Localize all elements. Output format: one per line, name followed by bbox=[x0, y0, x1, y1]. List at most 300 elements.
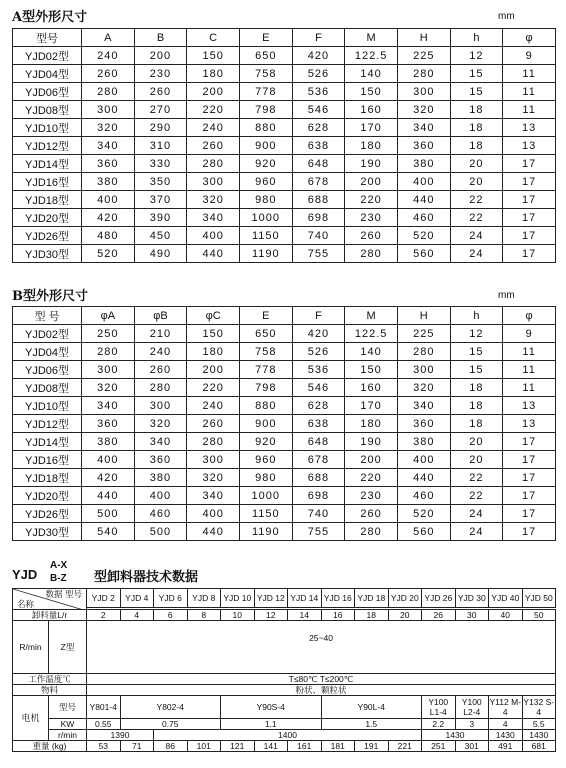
column-header: M bbox=[345, 29, 398, 47]
value-cell: 740 bbox=[292, 505, 345, 523]
value-cell: 500 bbox=[134, 523, 187, 541]
value-cell: 11 bbox=[503, 65, 556, 83]
weight-cell: 121 bbox=[221, 741, 255, 752]
model-name-cell: YJD08型 bbox=[13, 101, 82, 119]
model-name-cell: YJD08型 bbox=[13, 379, 82, 397]
value-cell: 450 bbox=[134, 227, 187, 245]
column-header: B bbox=[134, 29, 187, 47]
value-cell: 18 bbox=[450, 119, 503, 137]
value-cell: 440 bbox=[397, 191, 450, 209]
value-cell: 320 bbox=[187, 469, 240, 487]
value-cell: 310 bbox=[134, 137, 187, 155]
model-name-cell: YJD30型 bbox=[13, 245, 82, 263]
weight-cell: 191 bbox=[355, 741, 389, 752]
column-header: φC bbox=[187, 307, 240, 325]
value-cell: 798 bbox=[239, 379, 292, 397]
weight-cell: 221 bbox=[388, 741, 422, 752]
weight-cell: 86 bbox=[154, 741, 188, 752]
value-cell: 280 bbox=[187, 155, 240, 173]
value-cell: 340 bbox=[187, 487, 240, 505]
weight-cell: 161 bbox=[288, 741, 322, 752]
value-cell: 360 bbox=[82, 155, 135, 173]
value-cell: 170 bbox=[345, 397, 398, 415]
table-row bbox=[13, 361, 556, 379]
motor-type-cell: Y802-4 bbox=[120, 696, 221, 719]
value-cell: 17 bbox=[503, 155, 556, 173]
value-cell: 400 bbox=[82, 451, 135, 469]
table-row bbox=[13, 415, 556, 433]
value-cell: 880 bbox=[239, 119, 292, 137]
value-cell: 22 bbox=[450, 487, 503, 505]
value-cell: 12 bbox=[450, 325, 503, 343]
discharge-cell: 14 bbox=[288, 610, 322, 621]
value-cell: 200 bbox=[187, 361, 240, 379]
model-name-cell: YJD20型 bbox=[13, 487, 82, 505]
value-cell: 536 bbox=[292, 361, 345, 379]
model-name-cell: YJD18型 bbox=[13, 191, 82, 209]
model-name-cell: YJD16型 bbox=[13, 451, 82, 469]
motor-type-cell: Y100 L2-4 bbox=[455, 696, 489, 719]
value-cell: 15 bbox=[450, 83, 503, 101]
value-cell: 230 bbox=[345, 487, 398, 505]
value-cell: 300 bbox=[82, 361, 135, 379]
value-cell: 290 bbox=[134, 119, 187, 137]
motor-type-cell: Y112 M-4 bbox=[489, 697, 521, 717]
model-cell: YJD 10 bbox=[221, 589, 255, 608]
discharge-cell: 16 bbox=[321, 610, 355, 621]
value-cell: 420 bbox=[292, 325, 345, 343]
motor-type-cell: Y100 L1-4 bbox=[422, 696, 456, 719]
value-cell: 180 bbox=[187, 343, 240, 361]
column-header: E bbox=[239, 29, 292, 47]
value-cell: 240 bbox=[134, 343, 187, 361]
value-cell: 17 bbox=[503, 487, 556, 505]
rpm-label: r/min bbox=[49, 730, 87, 741]
value-cell: 400 bbox=[397, 451, 450, 469]
value-cell: 11 bbox=[503, 101, 556, 119]
speed-row bbox=[13, 621, 556, 674]
table-row bbox=[13, 245, 556, 263]
column-header: A bbox=[82, 29, 135, 47]
value-cell: 18 bbox=[450, 101, 503, 119]
value-cell: 260 bbox=[134, 83, 187, 101]
value-cell: 22 bbox=[450, 191, 503, 209]
value-cell: 18 bbox=[450, 137, 503, 155]
table-row bbox=[13, 343, 556, 361]
value-cell: 380 bbox=[397, 155, 450, 173]
value-cell: 15 bbox=[450, 65, 503, 83]
value-cell: 758 bbox=[239, 65, 292, 83]
value-cell: 520 bbox=[397, 505, 450, 523]
value-cell: 778 bbox=[239, 83, 292, 101]
value-cell: 350 bbox=[134, 173, 187, 191]
value-cell: 648 bbox=[292, 155, 345, 173]
value-cell: 180 bbox=[187, 65, 240, 83]
table-row bbox=[13, 65, 556, 83]
value-cell: 220 bbox=[345, 469, 398, 487]
value-cell: 18 bbox=[450, 397, 503, 415]
temp-label: 工作温度℃ bbox=[13, 674, 87, 685]
rpm-row bbox=[13, 730, 556, 741]
value-cell: 340 bbox=[187, 209, 240, 227]
table-row bbox=[13, 379, 556, 397]
corner-top-label: 数据 型号 bbox=[45, 589, 82, 599]
discharge-cell: 4 bbox=[120, 610, 154, 621]
tech-title-frac-bottom: B-Z bbox=[50, 573, 67, 584]
table-row bbox=[13, 227, 556, 245]
value-cell: 320 bbox=[134, 415, 187, 433]
value-cell: 400 bbox=[82, 191, 135, 209]
table-a-title: A型外形尺寸 bbox=[12, 10, 88, 25]
value-cell: 560 bbox=[397, 523, 450, 541]
table-a-dimensions bbox=[12, 28, 556, 263]
value-cell: 440 bbox=[82, 487, 135, 505]
value-cell: 1000 bbox=[239, 209, 292, 227]
discharge-cell: 18 bbox=[355, 610, 389, 621]
value-cell: 11 bbox=[503, 379, 556, 397]
model-name-cell: YJD02型 bbox=[13, 47, 82, 65]
value-cell: 440 bbox=[187, 523, 240, 541]
tech-data-title bbox=[12, 558, 412, 588]
value-cell: 360 bbox=[82, 415, 135, 433]
table-header-row bbox=[13, 307, 556, 325]
value-cell: 380 bbox=[397, 433, 450, 451]
discharge-cell: 2 bbox=[87, 610, 121, 621]
value-cell: 17 bbox=[503, 191, 556, 209]
value-cell: 320 bbox=[187, 191, 240, 209]
value-cell: 460 bbox=[134, 505, 187, 523]
value-cell: 280 bbox=[82, 343, 135, 361]
value-cell: 20 bbox=[450, 173, 503, 191]
value-cell: 360 bbox=[397, 137, 450, 155]
value-cell: 150 bbox=[187, 47, 240, 65]
value-cell: 698 bbox=[292, 487, 345, 505]
value-cell: 540 bbox=[82, 523, 135, 541]
value-cell: 300 bbox=[82, 101, 135, 119]
value-cell: 200 bbox=[187, 83, 240, 101]
value-cell: 628 bbox=[292, 397, 345, 415]
model-name-cell: YJD06型 bbox=[13, 83, 82, 101]
speed-type: Z型 bbox=[49, 621, 87, 674]
table-row bbox=[13, 47, 556, 65]
value-cell: 755 bbox=[292, 523, 345, 541]
value-cell: 11 bbox=[503, 361, 556, 379]
value-cell: 330 bbox=[134, 155, 187, 173]
model-name-cell: YJD20型 bbox=[13, 209, 82, 227]
value-cell: 798 bbox=[239, 101, 292, 119]
value-cell: 300 bbox=[397, 361, 450, 379]
column-header: φ bbox=[503, 307, 556, 325]
column-header: φA bbox=[82, 307, 135, 325]
speed-label: R/min bbox=[13, 621, 49, 674]
table-row bbox=[13, 191, 556, 209]
column-header: 型 号 bbox=[13, 307, 82, 325]
value-cell: 270 bbox=[134, 101, 187, 119]
model-name-cell: YJD26型 bbox=[13, 227, 82, 245]
value-cell: 380 bbox=[134, 469, 187, 487]
value-cell: 1000 bbox=[239, 487, 292, 505]
value-cell: 688 bbox=[292, 469, 345, 487]
tech-title-suffix: 型卸料器技术数据 bbox=[94, 570, 199, 585]
value-cell: 520 bbox=[397, 227, 450, 245]
value-cell: 15 bbox=[450, 361, 503, 379]
value-cell: 560 bbox=[397, 245, 450, 263]
model-name-cell: YJD26型 bbox=[13, 505, 82, 523]
column-header: φ bbox=[503, 29, 556, 47]
value-cell: 240 bbox=[187, 119, 240, 137]
model-name-cell: YJD14型 bbox=[13, 433, 82, 451]
table-b-dimensions bbox=[12, 306, 556, 541]
motor-label: 电机 bbox=[13, 696, 49, 741]
value-cell: 390 bbox=[134, 209, 187, 227]
tech-model-row bbox=[13, 589, 556, 608]
value-cell: 225 bbox=[397, 47, 450, 65]
value-cell: 900 bbox=[239, 137, 292, 155]
motor-type-cell: Y90L-4 bbox=[321, 696, 422, 719]
model-cell: YJD 16 bbox=[321, 589, 355, 608]
value-cell: 960 bbox=[239, 173, 292, 191]
value-cell: 280 bbox=[397, 343, 450, 361]
tech-data-table bbox=[12, 588, 556, 752]
value-cell: 122.5 bbox=[345, 325, 398, 343]
value-cell: 1150 bbox=[239, 505, 292, 523]
motor-type-cell: Y801-4 bbox=[87, 696, 121, 719]
value-cell: 360 bbox=[134, 451, 187, 469]
value-cell: 12 bbox=[450, 47, 503, 65]
weight-cell: 141 bbox=[254, 741, 288, 752]
value-cell: 546 bbox=[292, 379, 345, 397]
value-cell: 20 bbox=[450, 155, 503, 173]
model-name-cell: YJD14型 bbox=[13, 155, 82, 173]
column-header: E bbox=[239, 307, 292, 325]
motor-type-label: 型号 bbox=[49, 696, 87, 719]
value-cell: 638 bbox=[292, 137, 345, 155]
value-cell: 1190 bbox=[239, 245, 292, 263]
value-cell: 280 bbox=[187, 433, 240, 451]
value-cell: 340 bbox=[397, 119, 450, 137]
discharge-label: 卸料量L/r bbox=[13, 610, 87, 621]
value-cell: 15 bbox=[450, 343, 503, 361]
table-row bbox=[13, 325, 556, 343]
value-cell: 160 bbox=[345, 379, 398, 397]
value-cell: 260 bbox=[345, 227, 398, 245]
weight-cell: 681 bbox=[522, 741, 556, 752]
model-cell: YJD 4 bbox=[120, 589, 154, 608]
table-row bbox=[13, 101, 556, 119]
value-cell: 9 bbox=[503, 325, 556, 343]
value-cell: 240 bbox=[187, 397, 240, 415]
table-row bbox=[13, 173, 556, 191]
value-cell: 698 bbox=[292, 209, 345, 227]
value-cell: 11 bbox=[503, 343, 556, 361]
value-cell: 20 bbox=[450, 451, 503, 469]
value-cell: 980 bbox=[239, 469, 292, 487]
value-cell: 17 bbox=[503, 227, 556, 245]
value-cell: 420 bbox=[82, 469, 135, 487]
column-header: φB bbox=[134, 307, 187, 325]
model-cell: YJD 20 bbox=[388, 589, 422, 608]
value-cell: 526 bbox=[292, 343, 345, 361]
value-cell: 280 bbox=[345, 523, 398, 541]
rpm-cell: 1430 bbox=[489, 730, 523, 741]
value-cell: 650 bbox=[239, 47, 292, 65]
discharge-cell: 40 bbox=[489, 610, 523, 621]
value-cell: 210 bbox=[134, 325, 187, 343]
value-cell: 260 bbox=[345, 505, 398, 523]
value-cell: 320 bbox=[82, 119, 135, 137]
value-cell: 420 bbox=[82, 209, 135, 227]
value-cell: 400 bbox=[187, 505, 240, 523]
value-cell: 678 bbox=[292, 451, 345, 469]
model-cell: YJD 40 bbox=[489, 589, 523, 608]
table-row bbox=[13, 433, 556, 451]
model-cell: YJD 50 bbox=[522, 589, 556, 608]
motor-type-row bbox=[13, 696, 556, 719]
motor-type-cell: Y132 S-4 bbox=[523, 697, 555, 717]
discharge-cell: 12 bbox=[254, 610, 288, 621]
rpm-cell: 1430 bbox=[522, 730, 556, 741]
value-cell: 920 bbox=[239, 433, 292, 451]
value-cell: 22 bbox=[450, 469, 503, 487]
motor-type-cell: Y90S-4 bbox=[221, 696, 322, 719]
value-cell: 440 bbox=[187, 245, 240, 263]
value-cell: 17 bbox=[503, 433, 556, 451]
table-row bbox=[13, 155, 556, 173]
value-cell: 380 bbox=[82, 173, 135, 191]
model-name-cell: YJD12型 bbox=[13, 137, 82, 155]
value-cell: 17 bbox=[503, 469, 556, 487]
corner-cell bbox=[13, 589, 87, 610]
value-cell: 140 bbox=[345, 65, 398, 83]
value-cell: 778 bbox=[239, 361, 292, 379]
value-cell: 200 bbox=[134, 47, 187, 65]
kw-cell: 0.55 bbox=[87, 719, 121, 730]
value-cell: 250 bbox=[82, 325, 135, 343]
value-cell: 260 bbox=[187, 415, 240, 433]
value-cell: 11 bbox=[503, 83, 556, 101]
table-row bbox=[13, 469, 556, 487]
model-cell: YJD 14 bbox=[288, 589, 322, 608]
value-cell: 300 bbox=[134, 397, 187, 415]
speed-value: 25~40 bbox=[87, 621, 556, 674]
value-cell: 1150 bbox=[239, 227, 292, 245]
table-b-title: B型外形尺寸 bbox=[12, 289, 88, 304]
value-cell: 900 bbox=[239, 415, 292, 433]
value-cell: 13 bbox=[503, 119, 556, 137]
table-row bbox=[13, 209, 556, 227]
discharge-cell: 26 bbox=[422, 610, 456, 621]
table-a-unit: mm bbox=[498, 11, 515, 22]
value-cell: 150 bbox=[345, 83, 398, 101]
value-cell: 638 bbox=[292, 415, 345, 433]
value-cell: 13 bbox=[503, 397, 556, 415]
value-cell: 536 bbox=[292, 83, 345, 101]
value-cell: 18 bbox=[450, 379, 503, 397]
model-name-cell: YJD16型 bbox=[13, 173, 82, 191]
value-cell: 220 bbox=[345, 191, 398, 209]
discharge-row bbox=[13, 610, 556, 621]
value-cell: 628 bbox=[292, 119, 345, 137]
model-cell: YJD 8 bbox=[187, 589, 221, 608]
discharge-cell: 6 bbox=[154, 610, 188, 621]
value-cell: 230 bbox=[134, 65, 187, 83]
discharge-cell: 30 bbox=[455, 610, 489, 621]
value-cell: 400 bbox=[397, 173, 450, 191]
value-cell: 220 bbox=[187, 379, 240, 397]
value-cell: 230 bbox=[345, 209, 398, 227]
model-cell: YJD 30 bbox=[455, 589, 489, 608]
kw-cell: 1.5 bbox=[321, 719, 422, 730]
value-cell: 920 bbox=[239, 155, 292, 173]
value-cell: 190 bbox=[345, 155, 398, 173]
model-cell: YJD 2 bbox=[87, 589, 121, 608]
value-cell: 24 bbox=[450, 505, 503, 523]
weight-label: 重量 (kg) bbox=[13, 741, 87, 752]
column-header: 型号 bbox=[13, 29, 82, 47]
weight-cell: 251 bbox=[422, 741, 456, 752]
model-cell: YJD 26 bbox=[422, 589, 456, 608]
kw-cell: 0.75 bbox=[120, 719, 221, 730]
value-cell: 340 bbox=[397, 397, 450, 415]
column-header: C bbox=[187, 29, 240, 47]
table-row bbox=[13, 119, 556, 137]
value-cell: 340 bbox=[134, 433, 187, 451]
value-cell: 180 bbox=[345, 415, 398, 433]
column-header: h bbox=[450, 29, 503, 47]
value-cell: 380 bbox=[82, 433, 135, 451]
material-row bbox=[13, 685, 556, 696]
value-cell: 678 bbox=[292, 173, 345, 191]
value-cell: 140 bbox=[345, 343, 398, 361]
corner-bottom-label: 名称 bbox=[17, 599, 35, 609]
discharge-cell: 20 bbox=[388, 610, 422, 621]
value-cell: 420 bbox=[292, 47, 345, 65]
value-cell: 190 bbox=[345, 433, 398, 451]
value-cell: 300 bbox=[397, 83, 450, 101]
value-cell: 370 bbox=[134, 191, 187, 209]
value-cell: 526 bbox=[292, 65, 345, 83]
value-cell: 400 bbox=[134, 487, 187, 505]
model-name-cell: YJD04型 bbox=[13, 343, 82, 361]
value-cell: 225 bbox=[397, 325, 450, 343]
value-cell: 500 bbox=[82, 505, 135, 523]
value-cell: 758 bbox=[239, 343, 292, 361]
value-cell: 480 bbox=[82, 227, 135, 245]
temp-value: T≤80℃ T≤200℃ bbox=[87, 674, 556, 685]
value-cell: 740 bbox=[292, 227, 345, 245]
value-cell: 460 bbox=[397, 209, 450, 227]
value-cell: 440 bbox=[397, 469, 450, 487]
table-row bbox=[13, 487, 556, 505]
value-cell: 880 bbox=[239, 397, 292, 415]
tech-title-frac-top: A-X bbox=[50, 560, 68, 571]
weight-row bbox=[13, 741, 556, 752]
model-name-cell: YJD18型 bbox=[13, 469, 82, 487]
kw-cell: 1.1 bbox=[221, 719, 322, 730]
value-cell: 490 bbox=[134, 245, 187, 263]
rpm-cell: 1400 bbox=[154, 730, 422, 741]
value-cell: 17 bbox=[503, 451, 556, 469]
kw-cell: 3 bbox=[455, 719, 489, 730]
column-header: H bbox=[397, 307, 450, 325]
table-row bbox=[13, 451, 556, 469]
value-cell: 17 bbox=[503, 505, 556, 523]
weight-cell: 53 bbox=[87, 741, 121, 752]
value-cell: 320 bbox=[82, 379, 135, 397]
kw-label: KW bbox=[49, 719, 87, 730]
model-name-cell: YJD06型 bbox=[13, 361, 82, 379]
value-cell: 17 bbox=[503, 209, 556, 227]
